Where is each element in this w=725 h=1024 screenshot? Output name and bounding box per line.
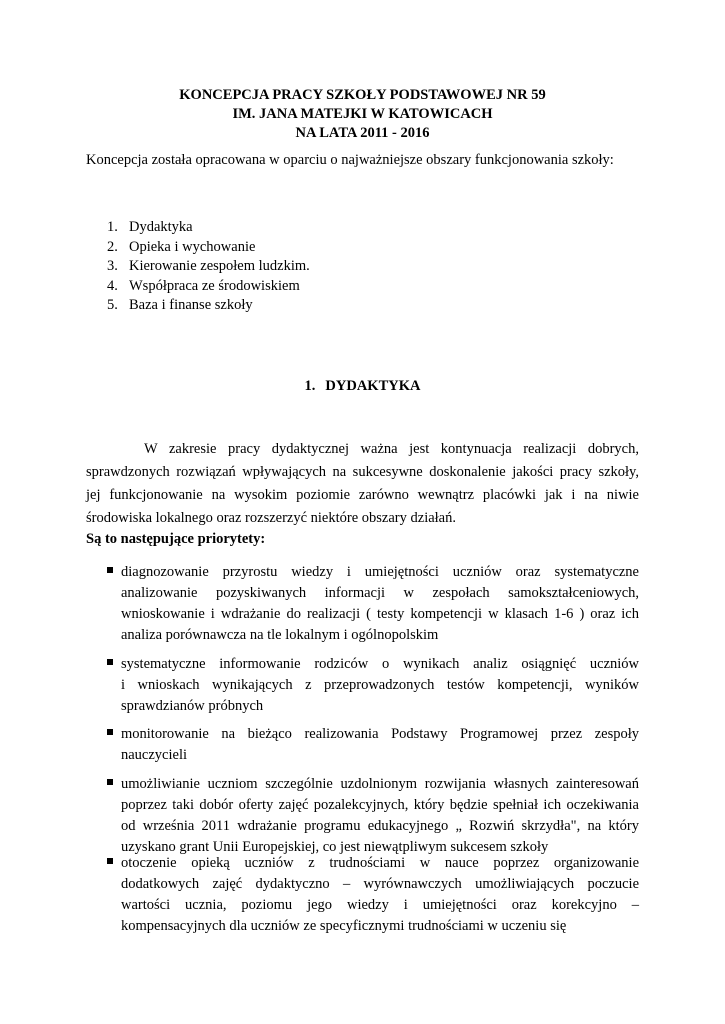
intro-text: Koncepcja została opracowana w oparciu o najważniejsze obszary funkcjonowania szkoły: [86,152,614,168]
square-bullet-icon [107,779,113,785]
square-bullet-icon [107,567,113,573]
list-item [107,238,310,258]
dydaktyka-paragraph [86,438,639,530]
square-bullet-icon [107,659,113,665]
list-item-line: umożliwianie uczniom szczególnie uzdolnionym rozwijania własnych zainteresowań [121,776,639,792]
list-item-number: 2. [107,238,118,255]
list-item-line: diagnozowanie przyrostu wiedzy i umiejętności uczniów oraz systematyczne [121,564,639,580]
list-item [107,218,310,238]
list-item-number: 5. [107,297,118,313]
list-item-label: Baza i finanse szkoły [129,297,253,313]
paragraph-line: W zakresie pracy dydaktycznej ważna jest kontynuacja realizacji dobrych, [144,441,639,457]
list-item-number: 4. [107,277,118,294]
list-item-line: dodatkowych zajęć dydaktyczno – wyrównawczych umożliwiających poczucie [121,876,639,892]
list-item [107,257,310,277]
list-item [107,296,310,316]
section-heading [0,377,725,396]
list-item-line: sprawdzianów próbnych [121,698,264,714]
list-item-label: Współpraca ze środowiskiem [129,277,300,294]
section-number: 1. [304,378,316,394]
square-bullet-icon [107,858,113,864]
document-title-line-2: IM. JANA MATEJKI W KATOWICACH [232,106,493,122]
list-item-line: systematyczne informowanie rodziców o wynikach analiz osiągnięć uczniów [121,656,639,672]
list-item-label: Kierowanie zespołem ludzkim. [129,258,310,274]
priorities-heading: Są to następujące priorytety: [86,531,266,547]
list-item-line: wnioskowanie i wdrażanie do realizacji ( testy kompetencji w klasach 1-6 ) oraz ich [121,606,639,622]
areas-list [107,218,310,316]
list-item-text [121,853,639,937]
list-item-label: Dydaktyka [129,219,193,235]
list-item-text [121,654,639,717]
square-bullet-icon [107,729,113,735]
list-item-line: analizowanie pozyskiwanych informacji w zespołach samokształceniowych, [121,585,639,601]
document-title-line-1: KONCEPCJA PRACY SZKOŁY PODSTAWOWEJ NR 59 [179,87,546,103]
paragraph-line: sprawdzonych rozwiązań wpływających na sukcesywne doskonalenie jakości pracy szkoły, [86,464,639,480]
list-item-text [121,562,639,646]
list-item-line: monitorowanie na bieżąco realizowania Podstawy Programowej przez zespoły [121,726,639,742]
list-item-line: i wnioskach wynikających z przeprowadzonych testów kompetencji, wyników [121,677,639,693]
section-title: DYDAKTYKA [325,378,421,394]
list-item-line: otoczenie opieką uczniów z trudnościami w nauce poprzez organizowanie [121,855,639,871]
list-item-number: 3. [107,258,118,274]
list-item-line: kompensacyjnych dla uczniów ze specyficznymi trudnościami w uczeniu się [121,918,567,934]
list-item-line: nauczycieli [121,747,188,763]
list-item-line: od września 2011 wdrażanie programu edukacyjnego „ Rozwiń skrzydła", na który [121,818,639,834]
list-item [107,277,310,297]
list-item-label: Opieka i wychowanie [129,238,256,255]
list-item-line: poprzez taki dobór oferty zajęć pozalekcyjnych, który będzie spełniał ich oczekiwania [121,797,639,813]
list-item-line: uzyskano grant Unii Europejskiej, co jest niewątpliwym sukcesem szkoły [121,839,549,855]
list-item-line: wartości ucznia, poziomu jego wiedzy i umiejętności oraz korekcyjno – [121,897,639,913]
paragraph-line: jej funkcjonowanie na wysokim poziomie zarówno wewnątrz placówki jak i na niwie [86,487,639,503]
list-item-line: analiza porównawcza na tle lokalnym i ogólnopolskim [121,627,439,643]
list-item-number: 1. [107,219,118,235]
document-title-line-3: NA LATA 2011 - 2016 [295,125,430,141]
list-item-text [121,724,639,766]
paragraph-line: środowiska lokalnego oraz rozszerzyć niektóre obszary działań. [86,510,456,526]
list-item-text [121,774,639,858]
